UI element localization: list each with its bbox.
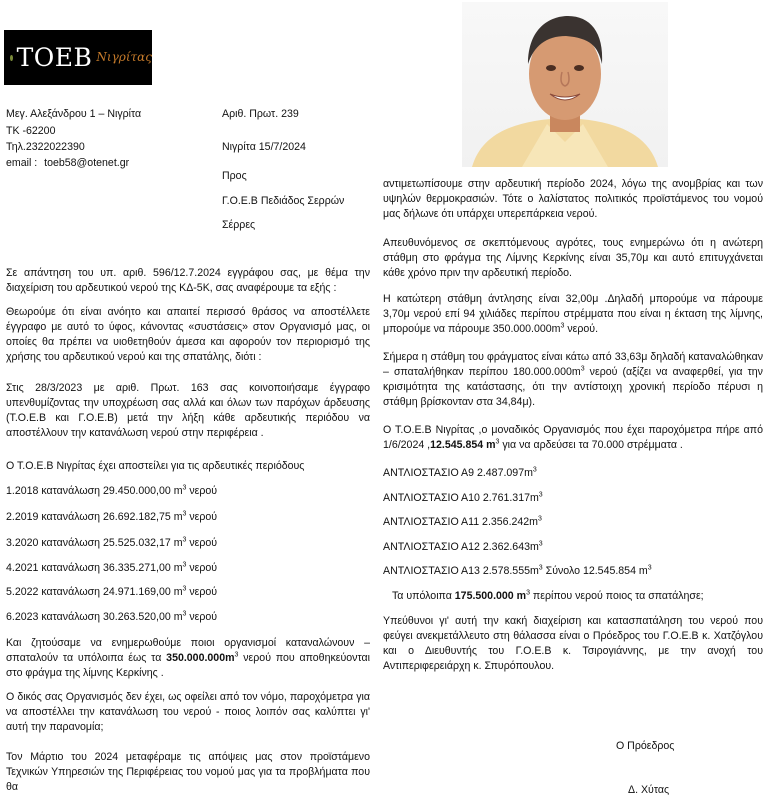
president-photo: [462, 2, 668, 167]
consumption-row: 3.2020 κατανάλωση 25.525.032,17 $m^3$ νερού: [6, 536, 218, 549]
consumption-row: 4.2021 κατανάλωση 36.335.271,00 $m^3$ νερού: [6, 561, 218, 574]
paragraph-right-4: Σήμερα η στάθμη του φράγματος είναι κάτω από 33,63μ δηλαδή καταναλώθηκαν – σπαταλήθηκαν περίπου $180.000.000m^3$ νερού (αξίζει να αναφερθεί, για την κρισιμότητα της κατάστασης, ότι την αντίστοιχη χρονική περίοδο πέρυσι η στάθμη βρίσκονταν στα 34,84μ).: [383, 351, 763, 409]
recipient-city: Σέρρες: [222, 219, 256, 231]
consumption-row: 6.2023 κατανάλωση 30.263.520,00 $m^3$ νερού: [6, 610, 218, 623]
paragraph-right-5: Ο Τ.Ο.Ε.Β Νιγρίτας ,ο μοναδικός Οργανισμός που έχει παροχόμετρα πήρε από 1/6/2024 ,12.545.854 $m^3$ για να αρδεύσει τα 70.000 στρέμματα .: [383, 424, 763, 452]
paragraph-right-3: Η κατώτερη στάθμη άντλησης είναι 32,00μ .Δηλαδή μπορούμε να πάρουμε 3,70μ νερού επί 94 χιλιάδες περίπου στρέμματα που είναι η έκταση της λίμνης, μπορούμε να πάρουμε $350.000.000m^3$ νερού.: [383, 293, 763, 336]
pump-station-row-total: ΑΝΤΛΙΟΣΤΑΣΙΟ Α13 $2.578.555m^3$ Σύνολο 12.545.854 $m^3$: [383, 564, 652, 577]
logo-sub-text: Νιγρίτας: [96, 49, 152, 64]
sender-phone: Τηλ.2322022390: [6, 141, 85, 153]
paragraph-right-2: Απευθυνόμενος σε σκεπτόμενους αγρότες, τους ενημερώνω ότι η ανώτερη στάθμη στο φράγμα της Λίμνης Κερκίνης είναι 35,70μ και αυτό επιτυγχάνεται κάθε χρόνο πριν την αρδευτική περίοδο.: [383, 237, 763, 280]
sender-postal-code: ΤΚ -62200: [6, 125, 56, 137]
signature-name: Δ. Χύτας: [628, 784, 670, 796]
intro-paragraph: Σε απάντηση του υπ. αριθ. 596/12.7.2024 εγγράφου σας, με θέμα την διαχείριση του αρδευτικού νερού της ΚΔ-5Κ, σας αναφέρουμε τα εξής :: [6, 267, 370, 295]
letter-date: Νιγρίτα 15/7/2024: [222, 141, 306, 153]
paragraph-right-6: Υπεύθυνοι γι' αυτή την κακή διαχείριση και κατασπατάληση του νερού που φεύγει ανεκμετάλλευτο στη θάλασσα είναι ο Πρόεδρος του Γ.Ο.Ε.Β κ. Χατζόγλου και ο Διευθυντής του Γ.Ο.Ε.Β κ. Τσιρογιάννης, με την ανοχή του Αντιπεριφερειάρχη κ. Σπυρόπουλου.: [383, 615, 763, 673]
logo-dot: [10, 55, 13, 61]
organization-logo: [4, 30, 152, 85]
paragraph-left-2: Στις 28/3/2023 με αριθ. Πρωτ. 163 σας κοινοποιήσαμε έγγραφο υπενθυμίζοντας την υποχρέωση σας αλλά και όλων των παρόχων άρδευσης (Τ.Ο.Ε.Β και Γ.Ο.Ε.Β) μετά την λήξη κάθε αρδευτικής περιόδου να αποστέλλουν την κατανάλωση νερού στην περιφέρεια .: [6, 382, 370, 440]
pump-station-row: ΑΝΤΛΙΟΣΤΑΣΙΟ Α11 $2.356.242m^3$: [383, 515, 542, 528]
email-address[interactable]: toeb58@otenet.gr: [44, 157, 130, 169]
recipient: Γ.Ο.Ε.Β Πεδιάδος Σερρών: [222, 195, 345, 207]
consumption-row: 5.2022 κατανάλωση 24.971.169,00 $m^3$ νερού: [6, 585, 218, 598]
paragraph-left-6: Τον Μάρτιο του 2024 μεταφέραμε τις απόψεις μας στον προϊστάμενο Τεχνικών Υπηρεσιών της Περιφέρειας του νομού μας για τα προβλήματα που θα: [6, 751, 370, 794]
remainder-line: Τα υπόλοιπα 175.500.000 $m^3$ περίπου νερού ποιος τα σπατάλησε;: [392, 589, 704, 602]
consumption-row: 2.2019 κατανάλωση 26.692.182,75 $m^3$ νερού: [6, 510, 218, 523]
paragraph-right-1: αντιμετωπίσουμε στην αρδευτική περίοδο 2024, λόγω της ανομβρίας και των υψηλών θερμοκρασιών. Τότε ο λαλίστατος πολιτικός προϊστάμενος του νομού μας δήλωνε ότι υπάρχει υπερεπάρκεια νερού.: [383, 178, 763, 221]
email-label: email :: [6, 157, 38, 169]
protocol-number: Αριθ. Πρωτ. 239: [222, 108, 299, 120]
paragraph-left-3: Ο Τ.Ο.Ε.Β Νιγρίτας έχει αποστείλει για τις αρδευτικές περιόδους: [6, 460, 305, 472]
consumption-row: 1.2018 κατανάλωση 29.450.000,00 $m^3$ νερού: [6, 484, 218, 497]
sender-email-row: [6, 156, 129, 171]
paragraph-left-5: Ο δικός σας Οργανισμός δεν έχει, ως οφείλει από τον νόμο, παροχόμετρα για να αποστέλλει την κατανάλωση του νερού - ποιος λοιπόν σας καλύπτει γι' αυτή την παρανομία;: [6, 691, 370, 734]
paragraph-left-1: Θεωρούμε ότι είναι ανόητο και απαιτεί περισσό θράσος να αποστέλλετε έγγραφο με αυτό το ύφος, κάνοντας «συστάσεις» στον Οργανισμό μας, οι οποίες θα πρέπει να υιοθετηθούν άμεσα και αφορούν τον περιορισμό της χρήσης του αρδευτικού νερού και της σπατάλης, διότι :: [6, 306, 370, 364]
pump-station-row: ΑΝΤΛΙΟΣΤΑΣΙΟ Α9 $2.487.097m^3$: [383, 466, 537, 479]
pump-station-row: ΑΝΤΛΙΟΣΤΑΣΙΟ Α10 $2.761.317m^3$: [383, 491, 543, 504]
sender-address: Μεγ. Αλεξάνδρου 1 – Νιγρίτα: [6, 108, 142, 120]
logo-main-text: TOEB: [16, 42, 93, 72]
to-label: Προς: [222, 170, 247, 182]
pump-station-row: ΑΝΤΛΙΟΣΤΑΣΙΟ Α12 $2.362.643m^3$: [383, 540, 543, 553]
signature-title: Ο Πρόεδρος: [616, 740, 675, 752]
paragraph-left-4: Και ζητούσαμε να ενημερωθούμε ποιοι οργανισμοί καταναλώνουν – σπαταλούν τα υπόλοιπα έως τα $350.000.000m^3$ νερού που αποθηκεύονται στο φράγμα της λίμνης Κερκίνης .: [6, 637, 370, 680]
